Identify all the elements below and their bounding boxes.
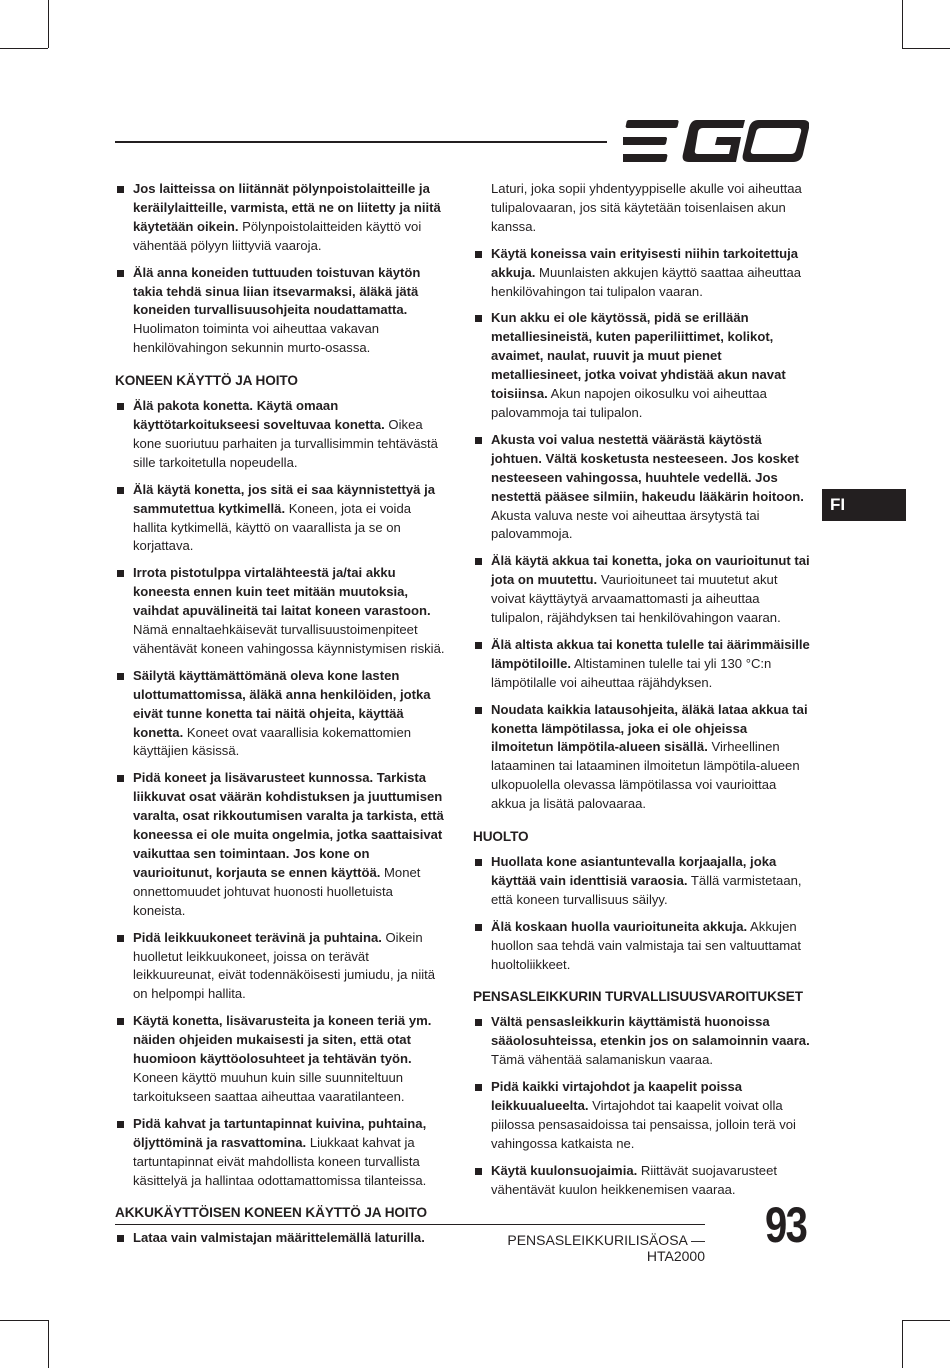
bullet-body-text: Tällä varmistetaan, että koneen turvallisuus säilyy. <box>491 872 802 907</box>
bullet-item <box>115 1229 447 1248</box>
bullet-body-text: Altistaminen tulelle tai yli 130 °C:n lämpötilalle voi aiheuttaa räjähdyksen. <box>491 655 772 690</box>
bullet-bold-text: Vältä pensasleikkurin käyttämistä huonoissa sääolosuhteissa, etenkin jos on salamoinnin vaara. <box>491 1014 810 1049</box>
bullet-bold-text: Älä altista akkua tai konetta tulelle tai äärimmäisille lämpötiloille. <box>491 636 810 671</box>
page-number: 93 <box>765 1197 807 1253</box>
footer-title: PENSASLEIKKURILISÄOSA — HTA2000 <box>507 1232 705 1264</box>
continued-paragraph <box>473 180 811 237</box>
bullet-body-text: Liukkaat kahvat ja tartuntapinnat eivät mahdollista koneen turvallista käsittelyä ja hallintaa odottamattomissa tilanteissa. <box>133 1134 427 1188</box>
bullet-bold-text: Älä käytä konetta, jos sitä ei saa käynnistettyä ja sammutettua kytkimellä. <box>133 481 436 516</box>
section-heading: PENSASLEIKKURIN TURVALLISUUSVAROITUKSET <box>473 989 803 1005</box>
bullet-item <box>115 1115 447 1191</box>
bullet-body-text: Tämä vähentää salamaniskun vaaraa. <box>491 1052 713 1068</box>
bullet-body-text: Muunlaisten akkujen käyttö saattaa aiheuttaa henkilövahingon tai tulipalon vaaran. <box>491 264 802 299</box>
header-rule <box>115 141 607 143</box>
bullet-body-text: Akkujen huollon saa tehdä vain valmistaja tai sen valtuuttamat huoltoliikkeet. <box>491 918 802 972</box>
bullet-bold-text: Jos laitteissa on liitännät pölynpoistolaitteille ja keräilylaitteille, varmista, että ne on liitetty ja niitä käytetään oikein. <box>133 181 441 234</box>
left-column <box>115 180 447 1256</box>
crop-mark <box>48 1320 49 1368</box>
crop-mark <box>902 0 903 48</box>
bullet-item <box>473 1013 811 1070</box>
bullet-item <box>115 564 447 659</box>
bullet-bold-text: Kun akku ei ole käytössä, pidä se erillään metalliesineistä, kuten paperiliittimet, kolikot, avaimet, naulat, ruuvit ja muut pienet metalliesineet, jotka voivat yhdistää akun navat toisiinsa. <box>491 310 786 402</box>
bullet-bold-text: Lataa vain valmistajan määrittelemällä laturilla. <box>133 1230 425 1246</box>
bullet-body-text: Pölynpoistolaitteiden käyttö voi vähentää pölyyn liittyviä vaaroja. <box>133 218 422 253</box>
bullet-item <box>473 1078 811 1154</box>
bullet-bold-text: Akusta voi valua nestettä väärästä käytöstä johtuen. Vältä kosketusta nesteeseen. Jos kosket nesteeseen vahingossa, huuhtele vedellä. Jos nestettä pääsee silmiin, hakeudu lääkärin hoitoon. <box>491 431 804 504</box>
crop-mark <box>0 1320 48 1321</box>
crop-mark <box>0 48 48 49</box>
section-heading: HUOLTO <box>473 829 529 845</box>
bullet-item <box>115 1012 447 1107</box>
language-tab: FI <box>822 489 906 521</box>
bullet-body-text: Koneet ovat vaarallisia kokemattomien käyttäjien käsissä. <box>133 724 412 759</box>
bullet-bold-text: Noudata kaikkia latausohjeita, äläkä lataa akkua tai konetta lämpötilassa, joka ei ole ohjeissa ilmoitetun lämpötila-alueen sisällä. <box>491 701 808 755</box>
section-heading: KONEEN KÄYTTÖ JA HOITO <box>115 373 298 389</box>
bullet-bold-text: Käytä koneissa vain erityisesti niihin tarkoitettuja akkuja. <box>491 245 799 280</box>
crop-mark <box>902 48 950 49</box>
bullet-bold-text: Älä pakota konetta. Käytä omaan käyttötarkoitukseesi soveltuvaa konetta. <box>133 398 385 432</box>
bullet-item <box>473 552 811 628</box>
bullet-body-text: Akun napojen oikosulku voi aiheuttaa palovammoja tai tulipalon. <box>491 386 767 420</box>
bullet-bold-text: Pidä koneet ja lisävarusteet kunnossa. Tarkista liikkuvat osat väärän kohdistuksen ja juuttumisen varalta, osat rikkoutumisen varalta ja tarkista, että koneessa ei ole muita ongelmia, jotka saattaisivat vaikuttaa sen toimintaan. Jos kone on vaurioitunut, korjauta se ennen käyttöä. <box>133 770 444 880</box>
bullet-bold-text: Älä koskaan huolla vaurioituneita akkuja. <box>491 918 748 934</box>
bullet-body-text: Koneen käyttö muuhun kuin sille suunniteltuun tarkoitukseen saattaa aiheuttaa vaaratilanteen. <box>133 1069 405 1104</box>
bullet-item <box>115 180 447 256</box>
bullet-body-text: Vaurioituneet tai muutetut akut voivat käyttäytyä arvaamattomasti ja aiheuttaa tulipalon, räjähdyksen tai henkilövahingon vaaran. <box>491 572 781 626</box>
bullet-item <box>115 769 447 920</box>
bullet-item <box>473 918 811 975</box>
bullet-item <box>473 1162 811 1200</box>
bullet-bold-text: Käytä kuulonsuojaimia. <box>491 1162 638 1178</box>
bullet-item <box>473 853 811 910</box>
bullet-item <box>473 245 811 302</box>
bullet-item <box>115 397 447 473</box>
bullet-item <box>115 929 447 1005</box>
right-column <box>473 180 811 1208</box>
bullet-bold-text: Pidä kaikki virtajohdot ja kaapelit poissa leikkuualueelta. <box>491 1079 743 1113</box>
bullet-body-text: Huolimaton toiminta voi aiheuttaa vakavan henkilövahingon sekunnin murto-osassa. <box>133 321 380 356</box>
bullet-body-text: Virtajohdot tai kaapelit voivat olla piilossa pensasaidoissa tai pensaissa, jolloin terä voi vahingossa katkaista ne. <box>491 1097 796 1151</box>
crop-mark <box>902 1320 903 1368</box>
bullet-body-text: Monet onnettomuudet johtuvat huonosti huolletuista koneista. <box>133 864 421 918</box>
bullet-bold-text: Säilytä käyttämättömänä oleva kone lasten ulottumattomissa, äläkä anna henkilöiden, jotka eivät tunne konetta tai näitä ohjeita, käyttää konetta. <box>133 667 431 740</box>
bullet-body-text: Riittävät suojavarusteet vähentävät kuulon heikkenemisen vaaraa. <box>491 1162 777 1197</box>
bullet-bold-text: Älä anna koneiden tuttuuden toistuvan käytön takia tehdä sinua liian itsevarmaksi, äläkä jätä koneiden turvallisuusohjeita noudattamatta. <box>133 264 421 318</box>
bullet-body-text: Laturi, joka sopii yhdentyyppiselle akulle voi aiheuttaa tulipalovaaran, jos sitä käytetään toisenlaisen akun kanssa. <box>491 181 802 234</box>
bullet-item <box>473 701 811 814</box>
bullet-bold-text: Käytä konetta, lisävarusteita ja koneen teriä ym. näiden ohjeiden mukaisesti ja siten, että otat huomioon käyttöolosuhteet ja tehtävän työn. <box>133 1013 432 1067</box>
bullet-body-text: Akusta valuva neste voi aiheuttaa ärsytystä tai palovammoja. <box>491 507 760 542</box>
bullet-bold-text: Pidä kahvat ja tartuntapinnat kuivina, puhtaina, öljyttöminä ja rasvattomina. <box>133 1115 427 1150</box>
ego-logo <box>623 120 809 162</box>
section-heading: AKKUKÄYTTÖISEN KONEEN KÄYTTÖ JA HOITO <box>115 1205 427 1221</box>
bullet-body-text: Oikein huolletut leikkuukoneet, joissa on terävät leikkuureunat, eivät todennäköisesti jumiudu, ja niitä on helpompi hallita. <box>133 929 436 1002</box>
bullet-body-text: Koneen, jota ei voida hallita kytkimellä, käyttö on vaarallista ja se on korjattava. <box>133 500 412 554</box>
footer-rule <box>115 1224 705 1225</box>
bullet-item <box>115 481 447 557</box>
crop-mark <box>902 1320 950 1321</box>
bullet-item <box>473 636 811 693</box>
bullet-bold-text: Huollata kone asiantuntevalla korjaajalla, joka käyttää vain identtisiä varaosia. <box>491 854 777 888</box>
bullet-bold-text: Älä käytä akkua tai konetta, joka on vaurioitunut tai jota on muutettu. <box>491 553 810 588</box>
crop-mark <box>48 0 49 48</box>
bullet-body-text: Oikea kone suoriutuu parhaiten ja turvallisimmin tehtävästä sille tarkoitetulla nopeudella. <box>133 416 438 470</box>
bullet-body-text: Nämä ennaltaehkäisevät turvallisuustoimenpiteet vähentävät koneen vahingossa käynnistymisen riskiä. <box>133 622 445 656</box>
bullet-bold-text: Pidä leikkuukoneet terävinä ja puhtaina. <box>133 929 382 945</box>
bullet-item <box>473 309 811 422</box>
bullet-bold-text: Irrota pistotulppa virtalähteestä ja/tai akku koneesta ennen kuin teet mitään muutoksia, vaihdat apuvälineitä tai laitat koneen varastoon. <box>133 565 431 619</box>
bullet-item <box>115 264 447 359</box>
bullet-item <box>115 667 447 762</box>
bullet-body-text: Virheellinen lataaminen tai lataaminen ilmoitetun lämpötila-alueen ulkopuolella olevassa lämpötilassa voi vaurioittaa akkua ja lisätä palovaaraa. <box>491 739 800 812</box>
bullet-item <box>473 431 811 544</box>
